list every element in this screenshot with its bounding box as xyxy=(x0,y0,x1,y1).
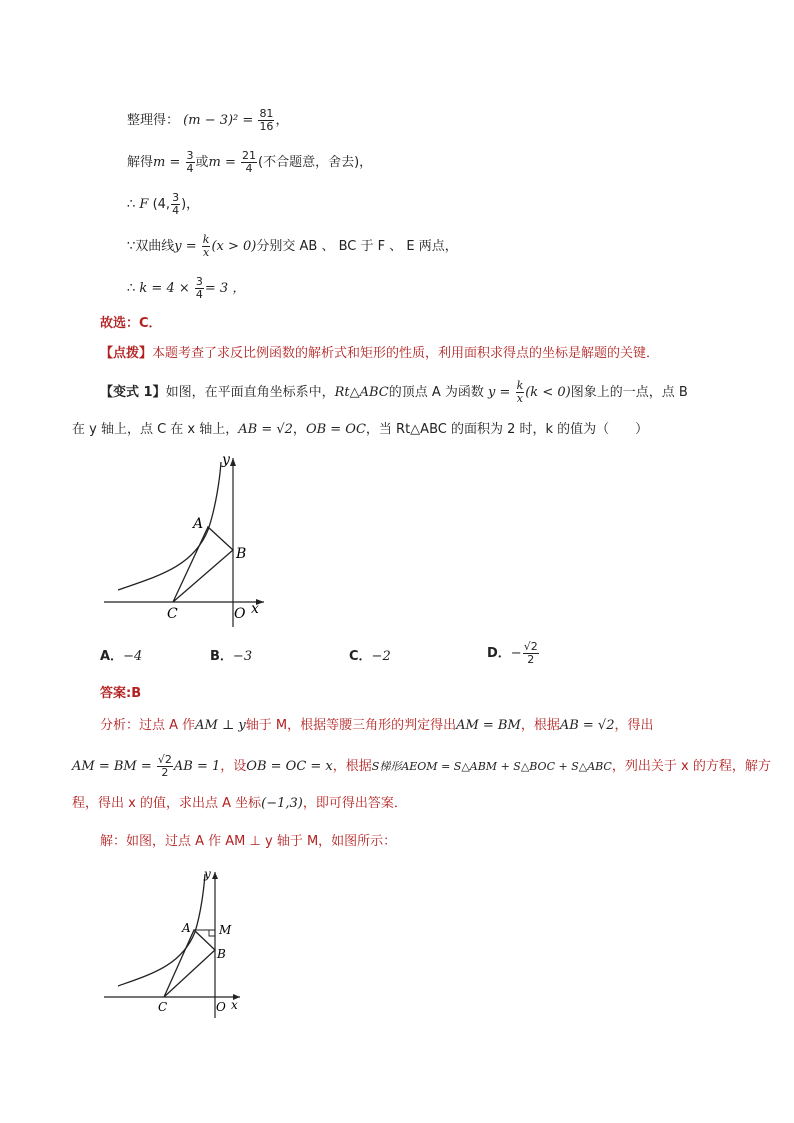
figure-2-label-b: B xyxy=(217,947,226,961)
figure-2-triangle xyxy=(164,930,215,997)
figure-1-label-a: A xyxy=(193,516,204,532)
step-1: 整理得： (m − 3)² = $\frac{81}{16}$ ， xyxy=(127,107,289,133)
figure-1-label-c: C xyxy=(167,606,178,622)
step-3-fraction: $\frac{3}{4}$ xyxy=(172,191,180,217)
problem-line-1: 【变式 1】如图，在平面直角坐标系中，Rt△ABC的顶点 A 为函数 y = $\frac{k}{x}$ (k < 0)图象上的一点，点 B xyxy=(100,379,688,405)
figure-1-hyperbola xyxy=(118,462,221,590)
tip-label: 【点拨】 xyxy=(100,346,153,361)
step-2-fraction-1: $\frac{3}{4}$ xyxy=(186,149,194,175)
figure-2-label-a: A xyxy=(182,921,191,935)
analysis-line-2: AM = BM = $\frac{√2}{2}$ AB = 1，设OB = OC = x，根据S梯形AEOM = S△ABM + S△BOC + S△ABC，列出关于 x 的方程，解方 xyxy=(72,753,771,779)
figure-2-hyperbola xyxy=(118,874,205,986)
figure-1 xyxy=(98,452,278,632)
analysis-line-3: 程，得出 x 的值，求出点 A 坐标(−1,3)，即可得出答案． xyxy=(72,796,407,811)
figure-1-label-b: B xyxy=(236,546,247,562)
figure-2-label-y: y xyxy=(204,867,211,881)
option-c[interactable]: C．−2 xyxy=(349,649,391,664)
tip-text: 本题考查了求反比例函数的解析式和矩形的性质，利用面积求得点的坐标是解题的关键． xyxy=(152,346,660,361)
analysis-line-1: 分析：过点 A 作AM ⊥ y轴于 M，根据等腰三角形的判定得出AM = BM，根据AB = √2，得出 xyxy=(100,718,654,733)
figure-2-label-o: O xyxy=(216,1000,226,1014)
tip xyxy=(100,344,659,364)
problem-fraction: $\frac{k}{x}$ xyxy=(516,379,524,405)
step-4-fraction: $\frac{k}{x}$ xyxy=(202,233,210,259)
problem-line-2: 在 y 轴上，点 C 在 x 轴上，AB = √2，OB = OC，当 Rt△ABC 的面积为 2 时，k 的值为（ ） xyxy=(72,422,649,437)
figure-2-right-angle-mark xyxy=(209,930,215,936)
figure-1-label-y: y xyxy=(222,452,230,468)
figure-2 xyxy=(100,866,250,1026)
step-5-fraction: $\frac{3}{4}$ xyxy=(195,275,203,301)
step-2-fraction-2: $\frac{21}{4}$ xyxy=(242,149,257,175)
figure-1-triangle xyxy=(173,527,233,602)
step-1-expr: (m − 3)² = xyxy=(183,113,254,128)
figure-1-label-o: O xyxy=(234,606,246,622)
problem-label: 【变式 1】 xyxy=(100,385,166,400)
figure-2-label-c: C xyxy=(158,1000,168,1014)
figure-1-y-arrow xyxy=(230,458,236,466)
figure-1-label-x: x xyxy=(251,601,259,617)
solution-intro: 解：如图，过点 A 作 AM ⊥ y 轴于 M，如图所示： xyxy=(100,834,397,849)
answer-choice: 故选：C． xyxy=(100,316,162,331)
step-1-prefix: 整理得： xyxy=(127,113,180,128)
step-3: ∴ F (4, $\frac{3}{4}$ )， xyxy=(127,191,200,217)
answer-key: 答案:B xyxy=(100,686,142,701)
figure-2-label-x: x xyxy=(231,998,238,1012)
option-a[interactable]: A．−4 xyxy=(100,649,143,664)
step-4: ∵双曲线y = $\frac{k}{x}$ (x > 0)分别交 AB 、 BC 于 F 、 E 两点， xyxy=(127,233,458,259)
figure-2-y-arrow xyxy=(212,872,218,879)
step-1-fraction: $\frac{81}{16}$ xyxy=(259,107,274,133)
step-2: 解得m = $\frac{3}{4}$ 或m = $\frac{21}{4}$ (不合题意，舍去)， xyxy=(127,149,373,175)
option-b[interactable]: B．−3 xyxy=(210,649,253,664)
figure-2-label-m: M xyxy=(219,923,232,937)
analysis-fraction: $\frac{√2}{2}$ xyxy=(157,753,172,779)
option-d[interactable]: D．− $\frac{√2}{2}$ xyxy=(487,640,538,666)
option-d-fraction: $\frac{√2}{2}$ xyxy=(523,640,538,666)
step-5: ∴ k = 4 × $\frac{3}{4}$ = 3 ， xyxy=(127,275,246,301)
